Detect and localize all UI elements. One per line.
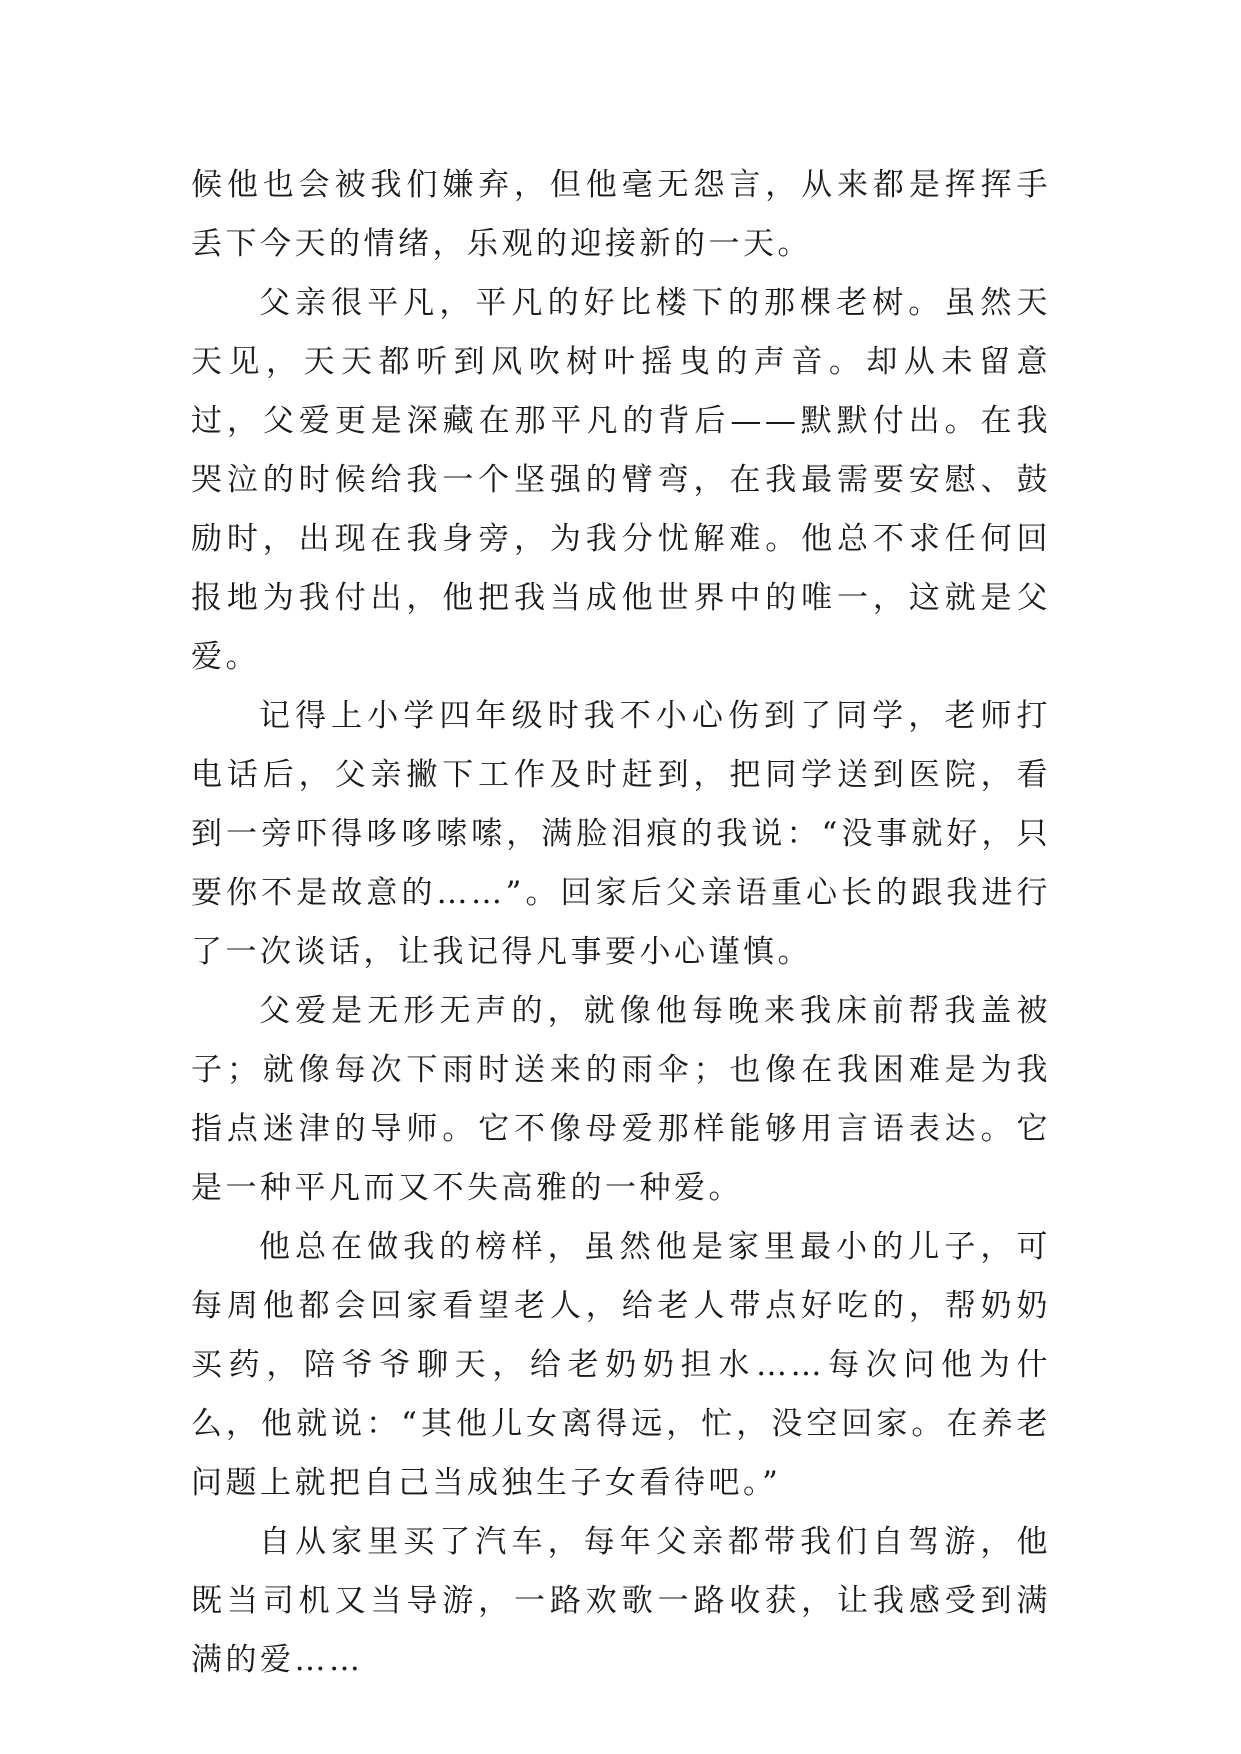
paragraph-continuation: 候他也会被我们嫌弃，但他毫无怨言，从来都是挥挥手丢下今天的情绪，乐观的迎接新的一天。: [191, 167, 1051, 262]
paragraph-role-model: 他总在做我的榜样，虽然他是家里最小的儿子，可每周他都会回家看望老人，给老人带点好吃的，帮奶奶买药，陪爷爷聊天，给老奶奶担水……每次问他为什么，他就说：“其他儿女离得远，忙，没空回家。在养老问题上就把自己当成独生子女看待吧。”: [191, 1229, 1051, 1501]
paragraph-road-trips: 自从家里买了汽车，每年父亲都带我们自驾游，他既当司机又当导游，一路欢歌一路收获，让我感受到满满的爱……: [191, 1524, 1051, 1678]
paragraph-ordinary-father: 父亲很平凡，平凡的好比楼下的那棵老树。虽然天天见，天天都听到风吹树叶摇曳的声音。却从未留意过，父爱更是深藏在那平凡的背后——默默付出。在我哭泣的时候给我一个坚强的臂弯，在我最需要安慰、鼓励时，出现在我身旁，为我分忧解难。他总不求任何回报地为我付出，他把我当成他世界中的唯一，这就是父爱。: [191, 285, 1051, 675]
paragraph-silent-love: 父爱是无形无声的，就像他每晚来我床前帮我盖被子；就像每次下雨时送来的雨伞；也像在我困难是为我指点迷津的导师。它不像母爱那样能够用言语表达。它是一种平凡而又不失高雅的一种爱。: [191, 993, 1051, 1206]
paragraph-school-memory: 记得上小学四年级时我不小心伤到了同学，老师打电话后，父亲撇下工作及时赶到，把同学送到医院，看到一旁吓得哆哆嗦嗦，满脸泪痕的我说：“没事就好，只要你不是故意的……”。回家后父亲语重心长的跟我进行了一次谈话，让我记得凡事要小心谨慎。: [191, 698, 1051, 970]
essay-body: [191, 156, 1051, 1690]
